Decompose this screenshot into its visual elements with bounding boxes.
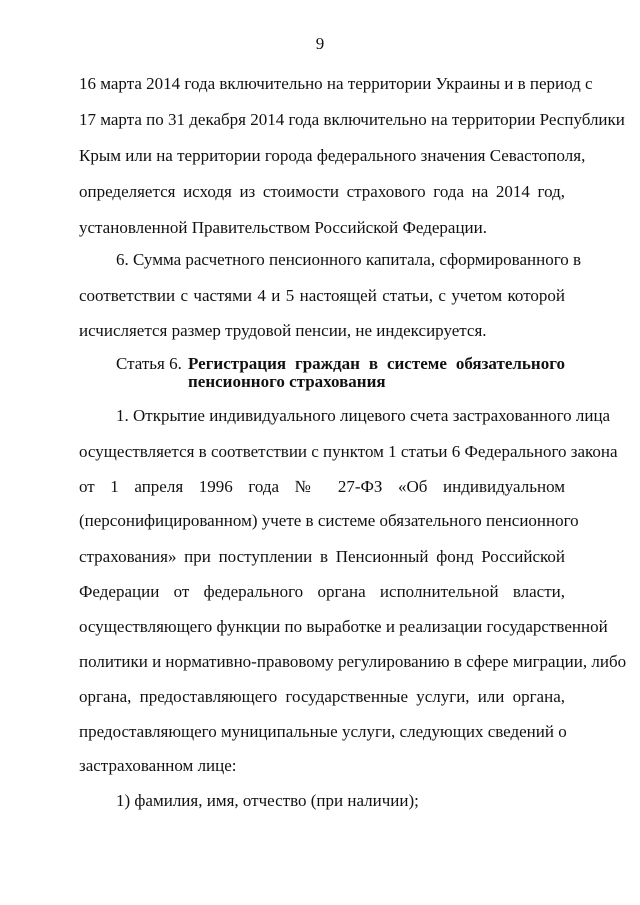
text-line: исчисляется размер трудовой пенсии, не индексируется. (79, 321, 487, 340)
article-title-line: Регистрация граждан в системе обязательного (188, 354, 565, 373)
text-line: осуществляется в соответствии с пунктом 1 статьи 6 Федерального закона (79, 442, 618, 461)
text-line: Крым или на территории города федерального значения Севастополя, (79, 146, 586, 165)
text-line: 1. Открытие индивидуального лицевого счета застрахованного лица (116, 406, 611, 425)
text-line: соответствии с частями 4 и 5 настоящей статьи, с учетом которой (79, 286, 565, 305)
text-line: (персонифицированном) учете в системе обязательного пенсионного (79, 511, 579, 530)
text-line: Федерации от федерального органа исполнительной власти, (79, 582, 565, 601)
text-line: 17 марта по 31 декабря 2014 года включительно на территории Республики (79, 110, 625, 129)
text-line: установленной Правительством Российской Федерации. (79, 218, 487, 237)
text-line: 16 марта 2014 года включительно на территории Украины и в период с (79, 74, 593, 93)
text-line: страхования» при поступлении в Пенсионный фонд Российской (79, 547, 565, 566)
page-number: 9 (315, 34, 325, 53)
text-line: от 1 апреля 1996 года № 27-ФЗ «Об индивидуальном (79, 477, 565, 496)
text-line: предоставляющего муниципальные услуги, следующих сведений о (79, 722, 567, 741)
text-line: застрахованном лице: (79, 756, 237, 775)
text-line: политики и нормативно-правовому регулированию в сфере миграции, либо (79, 652, 627, 671)
text-line: 6. Сумма расчетного пенсионного капитала, сформированного в (116, 250, 582, 269)
article-label: Статья 6. (116, 354, 182, 373)
text-line: определяется исходя из стоимости страхового года на 2014 год, (79, 182, 565, 201)
text-line: органа, предоставляющего государственные услуги, или органа, (79, 687, 565, 706)
list-item: 1) фамилия, имя, отчество (при наличии); (116, 791, 419, 810)
text-line: осуществляющего функции по выработке и реализации государственной (79, 617, 608, 636)
article-title-line: пенсионного страхования (188, 372, 386, 391)
